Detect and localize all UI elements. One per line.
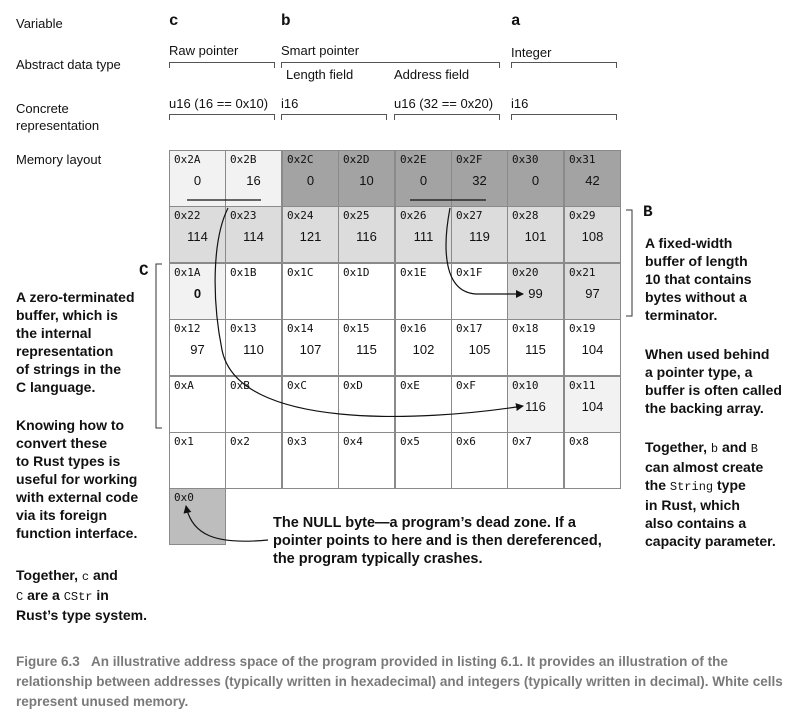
left-note-code: CStr bbox=[63, 590, 93, 604]
null-note-line: pointer points to here and is then dereferenced, bbox=[273, 533, 602, 549]
memory-address: 0x2C bbox=[287, 153, 314, 166]
left-note-line: to Rust types is bbox=[16, 453, 121, 469]
memory-address: 0x2E bbox=[400, 153, 427, 166]
memory-address: 0x0 bbox=[174, 491, 194, 504]
right-note-line: When used behind bbox=[645, 346, 770, 362]
right-note-word: and bbox=[721, 439, 747, 455]
variable-row-label: Variable bbox=[16, 16, 63, 31]
left-note-line: the internal bbox=[16, 325, 92, 341]
memory-address: 0x27 bbox=[456, 209, 483, 222]
memory-address: 0x23 bbox=[230, 209, 257, 222]
null-note-line: the program typically crashes. bbox=[273, 551, 483, 567]
figure-number: Figure 6.3 bbox=[16, 654, 80, 669]
memory-address: 0xA bbox=[174, 379, 194, 392]
left-note-line: convert these bbox=[16, 435, 108, 451]
memory-value: 0 bbox=[419, 173, 428, 188]
memory-address: 0x19 bbox=[569, 322, 596, 335]
memory-value: 107 bbox=[299, 342, 322, 357]
memory-address: 0xE bbox=[400, 379, 420, 392]
right-note-line bbox=[645, 476, 776, 496]
right-note-code: b bbox=[710, 442, 719, 456]
memory-value: 115 bbox=[356, 342, 377, 357]
memory-address: 0x30 bbox=[512, 153, 539, 166]
right-note-line: bytes without a bbox=[645, 289, 747, 305]
memory-value: 110 bbox=[243, 342, 264, 357]
memory-value: 0 bbox=[306, 173, 315, 188]
memory-address: 0x2F bbox=[456, 153, 483, 166]
right-note-word: type bbox=[717, 477, 746, 493]
memory-address: 0x21 bbox=[569, 266, 596, 279]
left-note-line: Knowing how to bbox=[16, 417, 125, 433]
memory-value: 101 bbox=[524, 229, 547, 244]
right-note-code: B bbox=[750, 442, 758, 456]
right-note-line: can almost create bbox=[645, 459, 764, 475]
memory-address: 0x7 bbox=[512, 435, 532, 448]
memory-address: 0x1F bbox=[456, 266, 483, 279]
concrete-b-length: i16 bbox=[281, 96, 299, 111]
left-note-line bbox=[16, 586, 147, 606]
left-note-word: Together, bbox=[16, 567, 78, 583]
concrete-c: u16 (16 == 0x10) bbox=[169, 96, 269, 111]
left-note-line: useful for working bbox=[16, 471, 138, 487]
memory-address: 0x1C bbox=[287, 266, 314, 279]
left-note-line: function interface. bbox=[16, 525, 138, 541]
memory-address: 0x3 bbox=[287, 435, 307, 448]
figure-caption-text: An illustrative address space of the program provided in listing 6.1. It provides an illustration of the relationship between addresses (typically written in hexadecimal) and integers (typically written in decimal). White cells represent unused memory. bbox=[16, 654, 783, 709]
memory-value: 10 bbox=[359, 173, 374, 188]
memory-address: 0x1E bbox=[400, 266, 427, 279]
memory-value: 104 bbox=[581, 342, 604, 357]
memory-value: 104 bbox=[581, 399, 604, 414]
marker-b: B bbox=[643, 203, 653, 221]
left-note-line: A zero-terminated bbox=[16, 289, 135, 305]
abstract-integer: Integer bbox=[511, 45, 552, 60]
right-note-word: the bbox=[645, 477, 666, 493]
abstract-address-field: Address field bbox=[394, 67, 470, 82]
right-note-paragraph-3 bbox=[645, 438, 776, 550]
left-note-paragraph-2 bbox=[16, 416, 138, 542]
memory-value: 119 bbox=[469, 229, 490, 244]
memory-address: 0x12 bbox=[174, 322, 201, 335]
memory-value: 116 bbox=[525, 399, 546, 414]
memory-address: 0x8 bbox=[569, 435, 589, 448]
variable-a: a bbox=[511, 12, 521, 30]
memory-address: 0x20 bbox=[512, 266, 539, 279]
memory-address: 0x29 bbox=[569, 209, 596, 222]
null-arrow bbox=[186, 506, 268, 541]
memory-address: 0x26 bbox=[400, 209, 427, 222]
memory-value: 111 bbox=[413, 229, 434, 244]
memory-value: 99 bbox=[528, 286, 543, 301]
variable-c: c bbox=[169, 12, 179, 30]
memory-value: 32 bbox=[472, 173, 487, 188]
abstract-smart-pointer: Smart pointer bbox=[281, 43, 360, 58]
left-note-line: Rust’s type system. bbox=[16, 607, 147, 623]
concrete-b-address: u16 (32 == 0x20) bbox=[394, 96, 494, 111]
memory-value: 121 bbox=[299, 229, 322, 244]
right-note-code: String bbox=[669, 480, 714, 494]
memory-value: 105 bbox=[468, 342, 491, 357]
memory-address: 0x22 bbox=[174, 209, 201, 222]
memory-address: 0x6 bbox=[456, 435, 476, 448]
marker-c: C bbox=[139, 262, 149, 280]
memory-address: 0x2D bbox=[343, 153, 370, 166]
right-note-line: A fixed-width bbox=[645, 235, 733, 251]
pointer-c-arrow bbox=[215, 208, 523, 416]
memory-value: 108 bbox=[581, 229, 604, 244]
memory-address: 0x15 bbox=[343, 322, 370, 335]
memory-value: 16 bbox=[246, 173, 261, 188]
concrete-a: i16 bbox=[511, 96, 529, 111]
memory-address: 0x1A bbox=[174, 266, 201, 279]
concrete-row-label-1: Concrete bbox=[16, 101, 69, 116]
memory-address: 0x1D bbox=[343, 266, 370, 279]
left-note-paragraph-3 bbox=[16, 566, 147, 624]
memory-address: 0x25 bbox=[343, 209, 370, 222]
left-note-word: and bbox=[92, 567, 118, 583]
memory-address: 0x11 bbox=[569, 379, 596, 392]
bracket-c bbox=[156, 264, 162, 428]
left-note-line: representation bbox=[16, 343, 114, 359]
memory-value: 0 bbox=[193, 286, 202, 301]
memory-address: 0xF bbox=[456, 379, 476, 392]
right-note-line: buffer of length bbox=[645, 253, 748, 269]
right-note-line: also contains a bbox=[645, 515, 747, 531]
memory-value: 42 bbox=[585, 173, 600, 188]
right-note-line: terminator. bbox=[645, 307, 718, 323]
left-note-word: in bbox=[96, 587, 109, 603]
memory-address: 0xB bbox=[230, 379, 250, 392]
variable-b: b bbox=[281, 12, 291, 30]
memory-address: 0xC bbox=[287, 379, 307, 392]
memory-value: 102 bbox=[412, 342, 435, 357]
memory-address: 0x2A bbox=[174, 153, 201, 166]
right-note-paragraph-1 bbox=[645, 234, 752, 324]
left-note-line bbox=[16, 566, 147, 586]
null-byte-note bbox=[273, 514, 602, 568]
memory-address: 0x1B bbox=[230, 266, 257, 279]
memory-address: 0x17 bbox=[456, 322, 483, 335]
figure-caption bbox=[16, 652, 796, 712]
memory-value: 115 bbox=[525, 342, 546, 357]
right-note-line: the backing array. bbox=[645, 400, 764, 416]
right-note-line: in Rust, which bbox=[645, 497, 740, 513]
left-note-paragraph-1 bbox=[16, 288, 135, 396]
bracket-b bbox=[626, 210, 632, 316]
left-note-line: with external code bbox=[16, 489, 139, 505]
memory-value: 0 bbox=[193, 173, 202, 188]
memory-value: 97 bbox=[190, 342, 205, 357]
memory-address: 0x16 bbox=[400, 322, 427, 335]
right-note-paragraph-2 bbox=[645, 345, 782, 417]
left-note-line: via its foreign bbox=[16, 507, 108, 523]
memory-value: 97 bbox=[585, 286, 600, 301]
memory-address: 0x13 bbox=[230, 322, 257, 335]
right-note-line: capacity parameter. bbox=[645, 533, 776, 549]
concrete-row-label-2: representation bbox=[16, 118, 100, 133]
pointer-b-arrow bbox=[446, 208, 523, 294]
memory-address: 0x2 bbox=[230, 435, 250, 448]
memory-value: 116 bbox=[356, 229, 377, 244]
left-note-line: C language. bbox=[16, 379, 96, 395]
memory-row-label: Memory layout bbox=[16, 152, 102, 167]
right-note-line: buffer is often called bbox=[645, 382, 782, 398]
memory-address: 0x28 bbox=[512, 209, 539, 222]
memory-value: 114 bbox=[187, 229, 208, 244]
left-note-line: buffer, which is bbox=[16, 307, 118, 323]
memory-address: 0x31 bbox=[569, 153, 596, 166]
right-note-line: 10 that contains bbox=[645, 271, 752, 287]
left-note-code: c bbox=[81, 570, 90, 584]
left-note-code: C bbox=[16, 590, 24, 604]
abstract-row-label: Abstract data type bbox=[16, 57, 121, 72]
memory-address: 0x18 bbox=[512, 322, 539, 335]
memory-address: 0x1 bbox=[174, 435, 194, 448]
memory-address: 0x4 bbox=[343, 435, 363, 448]
memory-address: 0x2B bbox=[230, 153, 257, 166]
right-note-line bbox=[645, 438, 776, 458]
memory-address: 0x14 bbox=[287, 322, 314, 335]
memory-address: 0x10 bbox=[512, 379, 539, 392]
right-note-word: Together, bbox=[645, 439, 707, 455]
left-note-line: of strings in the bbox=[16, 361, 121, 377]
right-note-line: a pointer type, a bbox=[645, 364, 753, 380]
null-note-line: The NULL byte—a program’s dead zone. If a bbox=[273, 515, 576, 531]
abstract-raw-pointer: Raw pointer bbox=[169, 43, 239, 58]
memory-value: 0 bbox=[531, 173, 540, 188]
left-note-word: are a bbox=[27, 587, 60, 603]
memory-address: 0x5 bbox=[400, 435, 420, 448]
memory-address: 0xD bbox=[343, 379, 363, 392]
memory-address: 0x24 bbox=[287, 209, 314, 222]
abstract-length-field: Length field bbox=[286, 67, 354, 82]
memory-value: 114 bbox=[243, 229, 264, 244]
